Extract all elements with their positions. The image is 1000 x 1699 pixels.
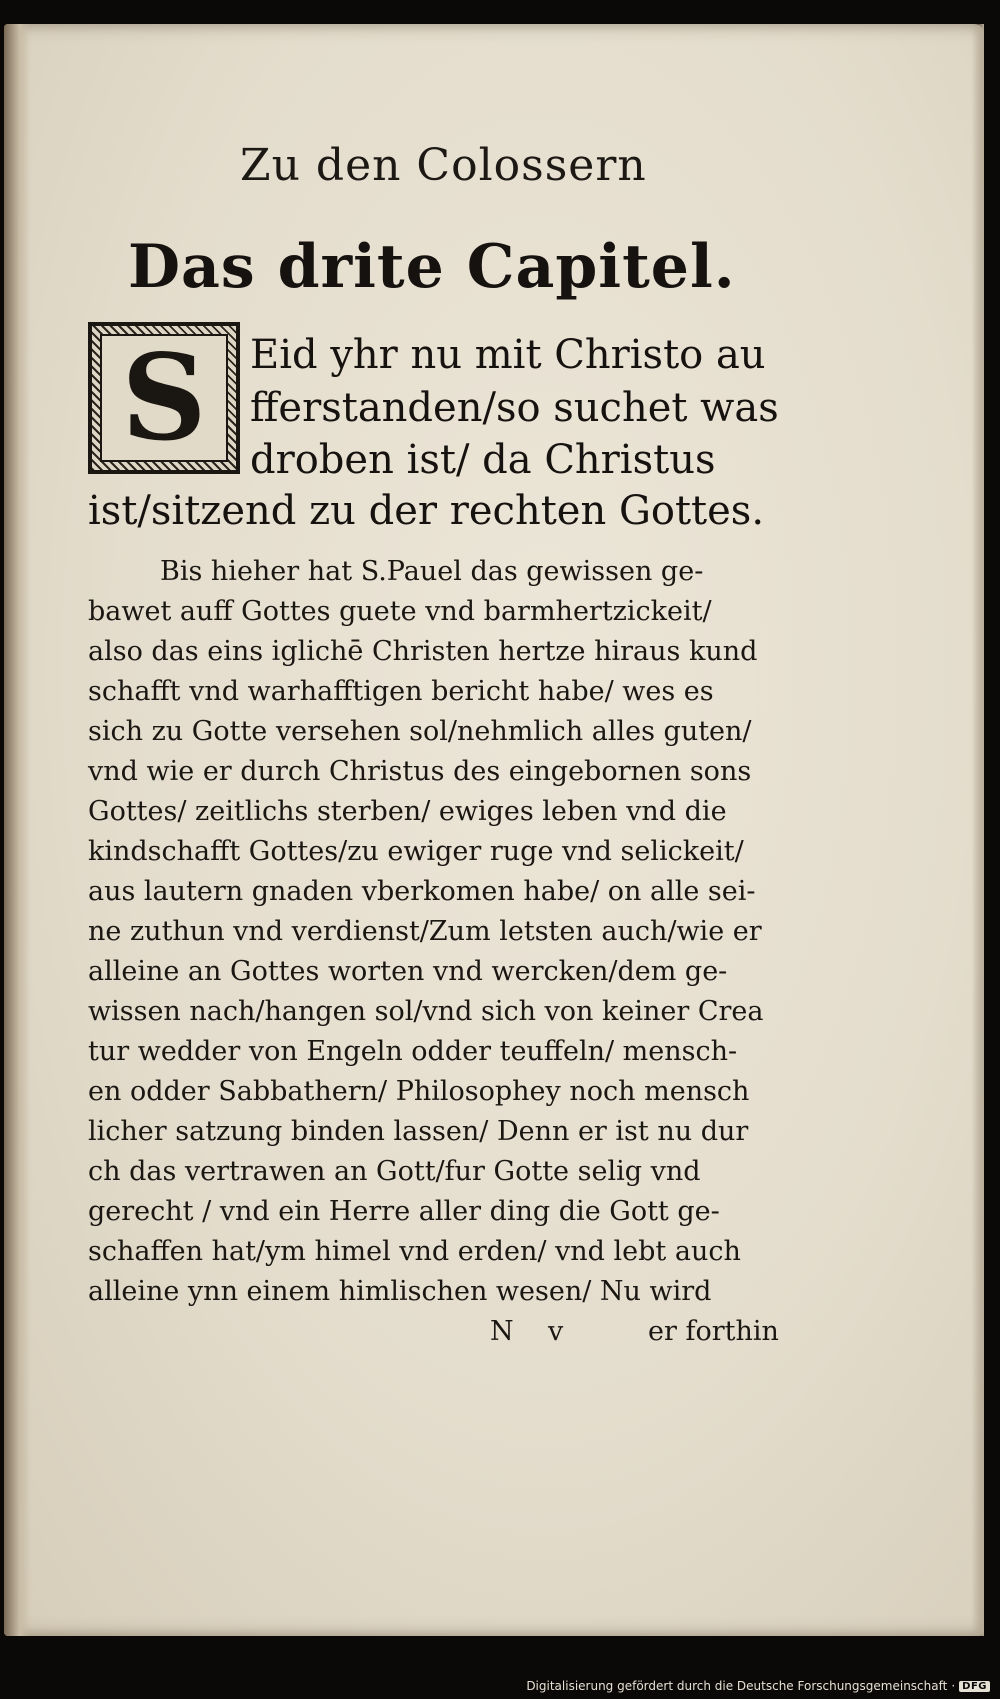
body-line: gerecht / vnd ein Herre aller ding die Gott ge- [88, 1196, 720, 1227]
body-line: Bis hieher hat S.Pauel das gewissen ge- [160, 556, 704, 587]
verse-line-3: droben ist/ da Christus [250, 437, 716, 483]
body-line: ne zuthun vnd verdienst/Zum letsten auch/wie er [88, 916, 762, 947]
dfg-logo-icon: DFG [959, 1681, 990, 1692]
body-line: alleine an Gottes worten vnd wercken/dem ge- [88, 956, 728, 987]
page-edge [972, 24, 984, 1636]
body-line: en odder Sabbathern/ Philosophey noch mensch [88, 1076, 750, 1107]
body-line: tur wedder von Engeln odder teuffeln/ mensch- [88, 1036, 738, 1067]
decorated-initial [88, 322, 240, 474]
body-line: licher satzung binden lassen/ Denn er ist nu dur [88, 1116, 749, 1147]
body-line: kindschafft Gottes/zu ewiger ruge vnd selickeit/ [88, 836, 744, 867]
running-head: Zu den Colossern [240, 140, 647, 191]
initial-letter: S [100, 334, 228, 462]
verse-line-1: Eid yhr nu mit Christo au [250, 332, 766, 378]
chapter-title: Das drite Capitel. [128, 232, 736, 302]
digitization-credit: Digitalisierung gefördert durch die Deutsche Forschungsgemeinschaft · DFG [526, 1679, 990, 1693]
body-line: wissen nach/hangen sol/vnd sich von keiner Crea [88, 996, 764, 1027]
body-line: schafft vnd warhafftigen bericht habe/ wes es [88, 676, 714, 707]
catchword: er forthin [648, 1316, 779, 1347]
signature-number: v [548, 1316, 564, 1347]
body-line: ch das vertrawen an Gott/fur Gotte selig vnd [88, 1156, 701, 1187]
body-line: schaffen hat/ym himel vnd erden/ vnd lebt auch [88, 1236, 741, 1267]
body-line: bawet auff Gottes guete vnd barmhertzickeit/ [88, 596, 712, 627]
verse-line-4: ist/sitzend zu der rechten Gottes. [88, 488, 765, 534]
body-line: aus lautern gnaden vberkomen habe/ on alle sei- [88, 876, 756, 907]
body-line: sich zu Gotte versehen sol/nehmlich alles guten/ [88, 716, 752, 747]
body-line: vnd wie er durch Christus des eingebornen sons [88, 756, 752, 787]
signature-mark: N [490, 1316, 514, 1347]
credit-text: Digitalisierung gefördert durch die Deutsche Forschungsgemeinschaft [526, 1679, 948, 1693]
page-binding-shadow [4, 24, 30, 1636]
body-line: also das eins iglichē Christen hertze hiraus kund [88, 636, 758, 667]
body-line: alleine ynn einem himlischen wesen/ Nu wird [88, 1276, 712, 1307]
body-line: Gottes/ zeitlichs sterben/ ewiges leben vnd die [88, 796, 727, 827]
verse-line-2: fferstanden/so suchet was [250, 385, 779, 431]
